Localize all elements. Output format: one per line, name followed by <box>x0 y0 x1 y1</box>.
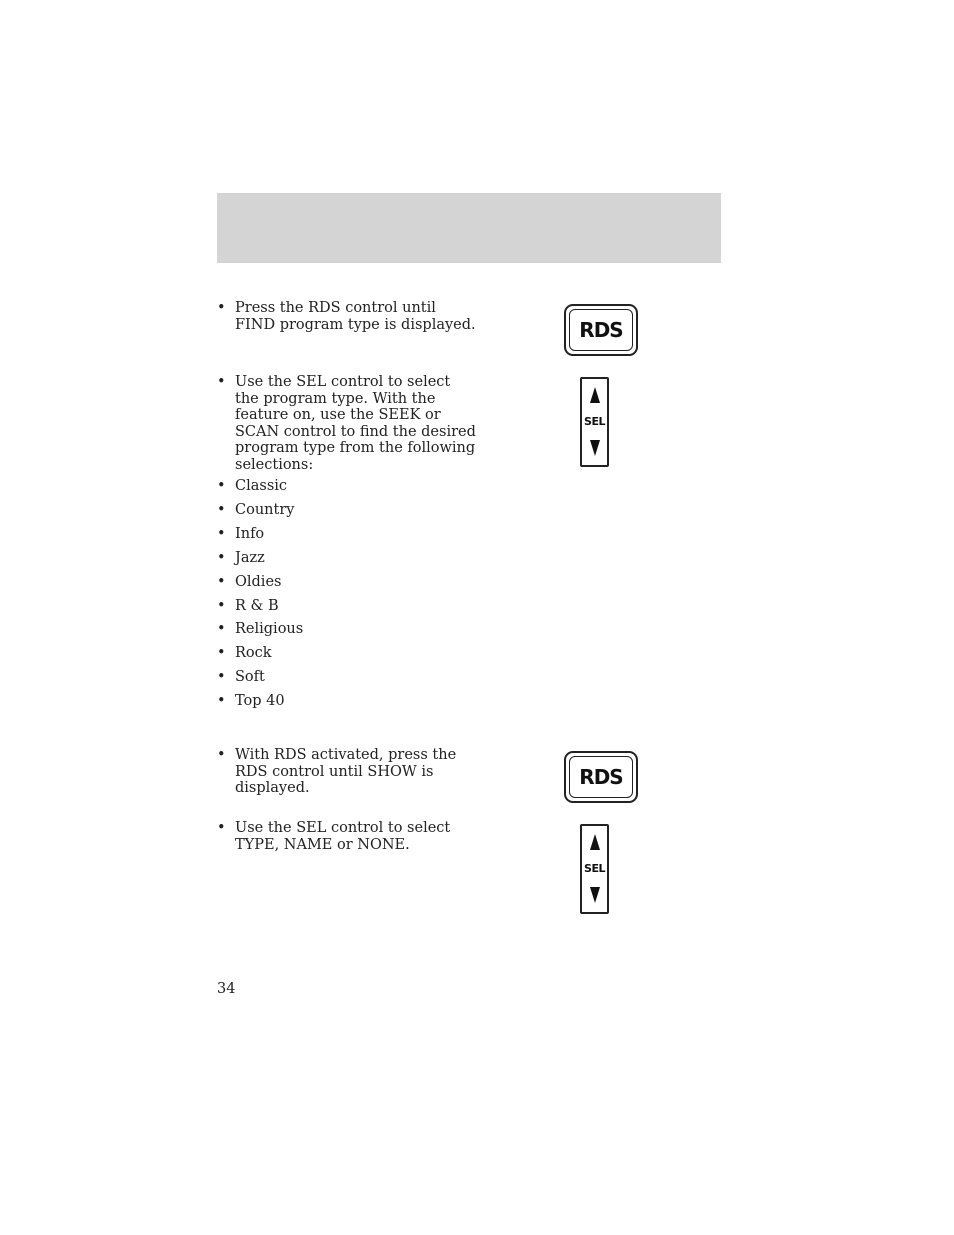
program-type-item <box>217 645 272 662</box>
program-type-item <box>217 693 285 710</box>
instruction-show-step-2 <box>217 820 477 853</box>
program-type-label: Classic <box>235 478 288 494</box>
arrow-down-icon <box>590 440 600 456</box>
program-type-label: Top 40 <box>235 693 285 709</box>
page-number: 34 <box>217 981 236 997</box>
program-type-item <box>217 526 264 543</box>
sel-button-label: SEL <box>584 862 605 875</box>
program-type-label: Rock <box>235 645 272 661</box>
bullet-dot: • <box>217 478 226 494</box>
sel-button-icon <box>580 377 609 467</box>
program-type-label: Soft <box>235 669 265 685</box>
sel-button-label: SEL <box>584 415 605 428</box>
bullet-dot: • <box>217 693 226 709</box>
arrow-down-icon <box>590 887 600 903</box>
program-type-item <box>217 669 265 686</box>
instruction-find-step-1 <box>217 300 477 333</box>
rds-button-label: RDS <box>569 309 633 351</box>
bullet-dot: • <box>217 598 226 614</box>
bullet-dot: • <box>217 574 226 590</box>
arrow-up-icon <box>590 834 600 850</box>
bullet-dot: • <box>217 526 226 542</box>
program-type-item <box>217 621 303 638</box>
instruction-text: Use the SEL control to select the program type. With the feature on, use the SEEK or SCAN control to find the desired program type from the following selections: <box>235 374 476 473</box>
rds-button-icon <box>564 751 638 803</box>
bullet-dot: • <box>217 502 226 518</box>
bullet-dot: • <box>217 669 226 685</box>
program-type-label: R & B <box>235 598 279 614</box>
instruction-text: Use the SEL control to select TYPE, NAME or NONE. <box>235 820 451 853</box>
program-type-item <box>217 478 287 495</box>
instruction-text: Press the RDS control until FIND program type is displayed. <box>235 300 476 333</box>
instruction-show-step-1 <box>217 747 477 797</box>
bullet-dot: • <box>217 550 226 566</box>
bullet-dot: • <box>217 300 226 316</box>
bullet-dot: • <box>217 645 226 661</box>
program-type-label: Info <box>235 526 265 542</box>
program-type-item <box>217 574 281 591</box>
rds-button-label: RDS <box>569 756 633 798</box>
bullet-dot: • <box>217 820 226 836</box>
rds-button-icon <box>564 304 638 356</box>
section-header-band <box>217 193 721 263</box>
bullet-dot: • <box>217 621 226 637</box>
program-type-label: Country <box>235 502 295 518</box>
sel-button-icon <box>580 824 609 914</box>
instruction-text: With RDS activated, press the RDS control until SHOW is displayed. <box>235 747 457 796</box>
arrow-up-icon <box>590 387 600 403</box>
program-type-item <box>217 502 294 519</box>
instruction-find-step-2 <box>217 374 477 473</box>
program-type-item <box>217 598 279 615</box>
bullet-dot: • <box>217 374 226 390</box>
program-type-label: Religious <box>235 621 304 637</box>
program-type-item <box>217 550 265 567</box>
bullet-dot: • <box>217 747 226 763</box>
program-type-label: Jazz <box>235 550 265 566</box>
program-type-label: Oldies <box>235 574 282 590</box>
